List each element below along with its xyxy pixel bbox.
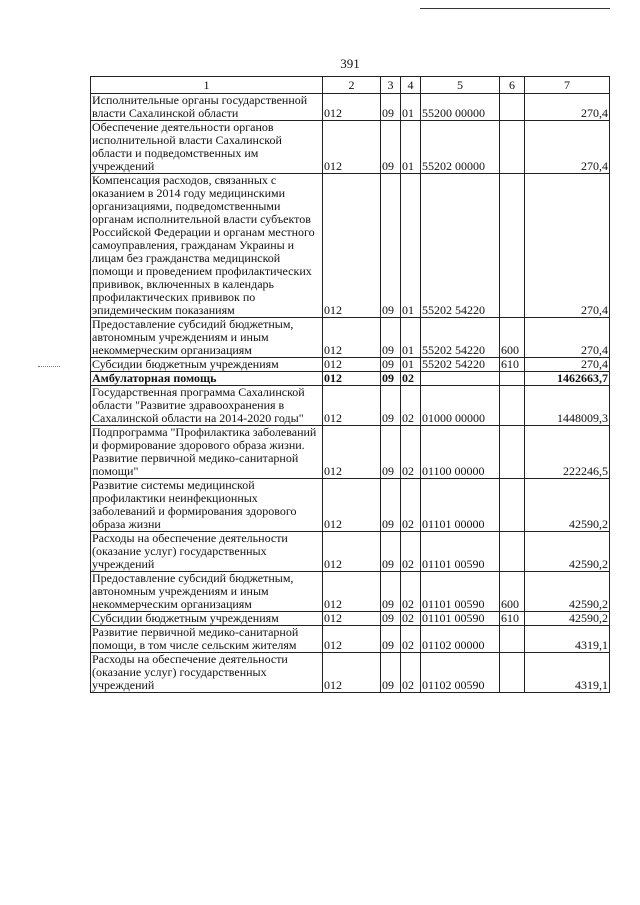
amount: 222246,5: [525, 426, 610, 479]
expense-type-code: [500, 174, 525, 318]
section-code: 09: [381, 572, 401, 612]
table-row: [91, 121, 610, 174]
amount: 4319,1: [525, 653, 610, 693]
table-row: [91, 532, 610, 572]
ministry-code: 012: [323, 532, 381, 572]
section-code: 09: [381, 612, 401, 626]
expense-type-code: 600: [500, 318, 525, 358]
target-article-code: 55200 00000: [421, 94, 500, 121]
expense-type-code: [500, 386, 525, 426]
item-name: Субсидии бюджетным учреждениям: [91, 358, 323, 372]
table-row: [91, 358, 610, 372]
ministry-code: 012: [323, 479, 381, 532]
target-article-code: 55202 54220: [421, 358, 500, 372]
table-row: [91, 479, 610, 532]
expense-type-code: 610: [500, 612, 525, 626]
table-row: [91, 94, 610, 121]
ministry-code: 012: [323, 653, 381, 693]
section-code: 09: [381, 318, 401, 358]
header-cell: 6: [500, 77, 525, 94]
subsection-code: 02: [401, 386, 421, 426]
table-row: [91, 572, 610, 612]
amount: 42590,2: [525, 532, 610, 572]
section-code: 09: [381, 626, 401, 653]
amount: 1462663,7: [525, 372, 610, 386]
header-cell: 7: [525, 77, 610, 94]
item-name: Предоставление субсидий бюджетным, автономным учреждениям и иным некоммерческим организациям: [91, 318, 323, 358]
amount: 42590,2: [525, 479, 610, 532]
expense-type-code: [500, 94, 525, 121]
table-row: [91, 426, 610, 479]
target-article-code: [421, 372, 500, 386]
subsection-code: 02: [401, 372, 421, 386]
amount: 270,4: [525, 358, 610, 372]
section-code: 09: [381, 358, 401, 372]
expense-type-code: [500, 121, 525, 174]
table-row: [91, 372, 610, 386]
expense-type-code: [500, 532, 525, 572]
amount: 270,4: [525, 174, 610, 318]
subsection-code: 02: [401, 626, 421, 653]
item-name: Развитие системы медицинской профилактики неинфекционных заболеваний и формирования здорового образа жизни: [91, 479, 323, 532]
subsection-code: 02: [401, 612, 421, 626]
item-name: Предоставление субсидий бюджетным, автономным учреждениям и иным некоммерческим организациям: [91, 572, 323, 612]
subsection-code: 02: [401, 653, 421, 693]
section-code: 09: [381, 174, 401, 318]
section-code: 09: [381, 479, 401, 532]
budget-table: [90, 76, 610, 693]
page-number: 391: [340, 56, 360, 71]
section-code: 09: [381, 386, 401, 426]
margin-mark: [38, 366, 60, 367]
subsection-code: 02: [401, 479, 421, 532]
header-cell: 4: [401, 77, 421, 94]
table-row: [91, 653, 610, 693]
ministry-code: 012: [323, 174, 381, 318]
ministry-code: 012: [323, 626, 381, 653]
header-cell: 1: [91, 77, 323, 94]
amount: 4319,1: [525, 626, 610, 653]
ministry-code: 012: [323, 426, 381, 479]
target-article-code: 01101 00590: [421, 572, 500, 612]
target-article-code: 01101 00590: [421, 612, 500, 626]
ministry-code: 012: [323, 318, 381, 358]
expense-type-code: [500, 653, 525, 693]
header-cell: 3: [381, 77, 401, 94]
amount: 270,4: [525, 318, 610, 358]
section-code: 09: [381, 121, 401, 174]
amount: 270,4: [525, 121, 610, 174]
target-article-code: 01101 00000: [421, 479, 500, 532]
item-name: Расходы на обеспечение деятельности (оказание услуг) государственных учреждений: [91, 532, 323, 572]
header-cell: 5: [421, 77, 500, 94]
section-code: 09: [381, 94, 401, 121]
amount: 270,4: [525, 94, 610, 121]
target-article-code: 01102 00000: [421, 626, 500, 653]
item-name: Государственная программа Сахалинской области "Развитие здравоохранения в Сахалинской области на 2014-2020 годы": [91, 386, 323, 426]
expense-type-code: [500, 426, 525, 479]
subsection-code: 01: [401, 318, 421, 358]
target-article-code: 55202 00000: [421, 121, 500, 174]
subsection-code: 01: [401, 121, 421, 174]
item-name: Развитие первичной медико-санитарной помощи, в том числе сельским жителям: [91, 626, 323, 653]
subsection-code: 01: [401, 358, 421, 372]
item-name: Исполнительные органы государственной власти Сахалинской области: [91, 94, 323, 121]
item-name: Субсидии бюджетным учреждениям: [91, 612, 323, 626]
subsection-code: 02: [401, 532, 421, 572]
header-cell: 2: [323, 77, 381, 94]
table-row: [91, 386, 610, 426]
ministry-code: 012: [323, 612, 381, 626]
subsection-code: 02: [401, 426, 421, 479]
item-name: Обеспечение деятельности органов исполнительной власти Сахалинской области и подведомственных им учреждений: [91, 121, 323, 174]
section-code: 09: [381, 532, 401, 572]
target-article-code: 01101 00590: [421, 532, 500, 572]
ministry-code: 012: [323, 386, 381, 426]
header-row: [91, 77, 610, 94]
expense-type-code: 600: [500, 572, 525, 612]
amount: 1448009,3: [525, 386, 610, 426]
table-row: [91, 174, 610, 318]
target-article-code: 01102 00590: [421, 653, 500, 693]
table-row: [91, 612, 610, 626]
table-row: [91, 318, 610, 358]
expense-type-code: [500, 479, 525, 532]
target-article-code: 01100 00000: [421, 426, 500, 479]
amount: 42590,2: [525, 572, 610, 612]
subsection-code: 02: [401, 572, 421, 612]
target-article-code: 01000 00000: [421, 386, 500, 426]
target-article-code: 55202 54220: [421, 318, 500, 358]
subsection-code: 01: [401, 174, 421, 318]
table-row: [91, 626, 610, 653]
ministry-code: 012: [323, 358, 381, 372]
target-article-code: 55202 54220: [421, 174, 500, 318]
section-code: 09: [381, 372, 401, 386]
expense-type-code: [500, 626, 525, 653]
amount: 42590,2: [525, 612, 610, 626]
item-name: Расходы на обеспечение деятельности (оказание услуг) государственных учреждений: [91, 653, 323, 693]
item-name: Компенсация расходов, связанных с оказанием в 2014 году медицинскими организациями, подведомственными органам исполнительной власти субъектов Российской Федерации и органам местного самоуправления, гражданам Украины и лицам без гражданства медицинской помощи и проведением профилактических прививок, включенных в календарь профилактических прививок по эпидемическим показаниям: [91, 174, 323, 318]
ministry-code: 012: [323, 94, 381, 121]
subsection-code: 01: [401, 94, 421, 121]
item-name: Подпрограмма "Профилактика заболеваний и формирование здорового образа жизни. Развитие первичной медико-санитарной помощи": [91, 426, 323, 479]
section-code: 09: [381, 653, 401, 693]
item-name: Амбулаторная помощь: [91, 372, 323, 386]
expense-type-code: 610: [500, 358, 525, 372]
expense-type-code: [500, 372, 525, 386]
top-rule: [420, 8, 610, 9]
section-code: 09: [381, 426, 401, 479]
ministry-code: 012: [323, 121, 381, 174]
ministry-code: 012: [323, 372, 381, 386]
ministry-code: 012: [323, 572, 381, 612]
